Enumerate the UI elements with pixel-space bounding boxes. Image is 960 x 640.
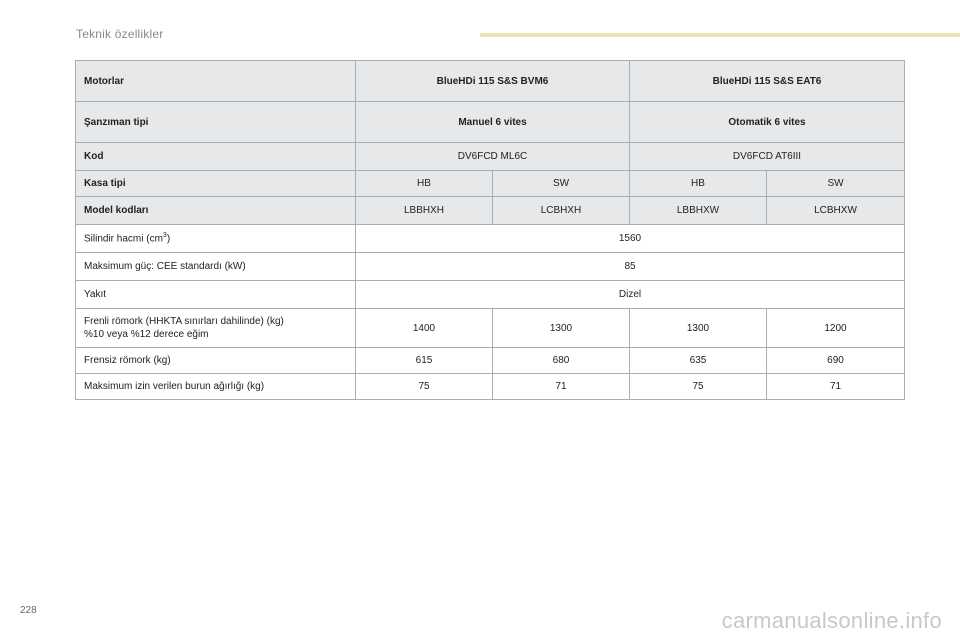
label-line1: Frenli römork (HHKTA sınırları dahilinde) (kg)	[84, 316, 284, 327]
row-label	[76, 309, 356, 348]
table-cell: 690	[767, 348, 905, 374]
row-label: Frensiz römork (kg)	[76, 348, 356, 374]
table-row-yakit	[76, 281, 905, 309]
spec-table	[75, 60, 905, 400]
table-cell: 85	[356, 253, 905, 281]
watermark: carmanualsonline.info	[721, 608, 942, 633]
table-row-model	[76, 197, 905, 225]
label-end: )	[166, 233, 171, 245]
table-row-guc	[76, 253, 905, 281]
row-label	[76, 225, 356, 253]
cell-engine1: BlueHDi 115 S&S BVM6	[356, 61, 630, 102]
table-cell: 1200	[767, 309, 905, 348]
table-cell: 1300	[630, 309, 767, 348]
row-label: Motorlar	[76, 61, 356, 102]
cell-engine1: Manuel 6 vites	[356, 102, 630, 143]
label-line2: %10 veya %12 derece eğim	[84, 329, 209, 340]
row-label: Maksimum güç: CEE standardı (kW)	[76, 253, 356, 281]
table-row-kasa	[76, 171, 905, 197]
table-row-silindir	[76, 225, 905, 253]
table-cell: LCBHXH	[493, 197, 630, 225]
table-cell: 71	[493, 374, 630, 400]
superscript: 3	[162, 232, 167, 240]
table-cell: 1300	[493, 309, 630, 348]
table-cell: 1560	[356, 225, 905, 253]
label-text: Silindir hacmi (cm	[84, 233, 163, 245]
header-accent-bar	[480, 33, 960, 37]
row-label: Maksimum izin verilen burun ağırlığı (kg)	[76, 374, 356, 400]
table-cell: 1400	[356, 309, 493, 348]
table-row-burun	[76, 374, 905, 400]
row-label: Model kodları	[76, 197, 356, 225]
table-cell: LBBHXW	[630, 197, 767, 225]
table-row-frensiz	[76, 348, 905, 374]
table-row-motorlar	[76, 61, 905, 102]
table-cell: 680	[493, 348, 630, 374]
table-cell: 615	[356, 348, 493, 374]
table-row-frenli	[76, 309, 905, 348]
table-cell: HB	[356, 171, 493, 197]
cell-engine2: BlueHDi 115 S&S EAT6	[630, 61, 905, 102]
section-title: Teknik özellikler	[76, 27, 164, 41]
table-cell: SW	[493, 171, 630, 197]
table-cell: LBBHXH	[356, 197, 493, 225]
table-cell: LCBHXW	[767, 197, 905, 225]
table-row-sanziman	[76, 102, 905, 143]
row-label: Şanzıman tipi	[76, 102, 356, 143]
page-number: 228	[20, 605, 37, 616]
table-cell: 71	[767, 374, 905, 400]
row-label: Kod	[76, 143, 356, 171]
cell-engine2: Otomatik 6 vites	[630, 102, 905, 143]
cell-engine2: DV6FCD AT6III	[630, 143, 905, 171]
table-cell: 635	[630, 348, 767, 374]
table-cell: HB	[630, 171, 767, 197]
row-label: Kasa tipi	[76, 171, 356, 197]
table-cell: 75	[630, 374, 767, 400]
table-cell: SW	[767, 171, 905, 197]
table-row-kod	[76, 143, 905, 171]
table-cell: Dizel	[356, 281, 905, 309]
table-cell: 75	[356, 374, 493, 400]
row-label: Yakıt	[76, 281, 356, 309]
cell-engine1: DV6FCD ML6C	[356, 143, 630, 171]
